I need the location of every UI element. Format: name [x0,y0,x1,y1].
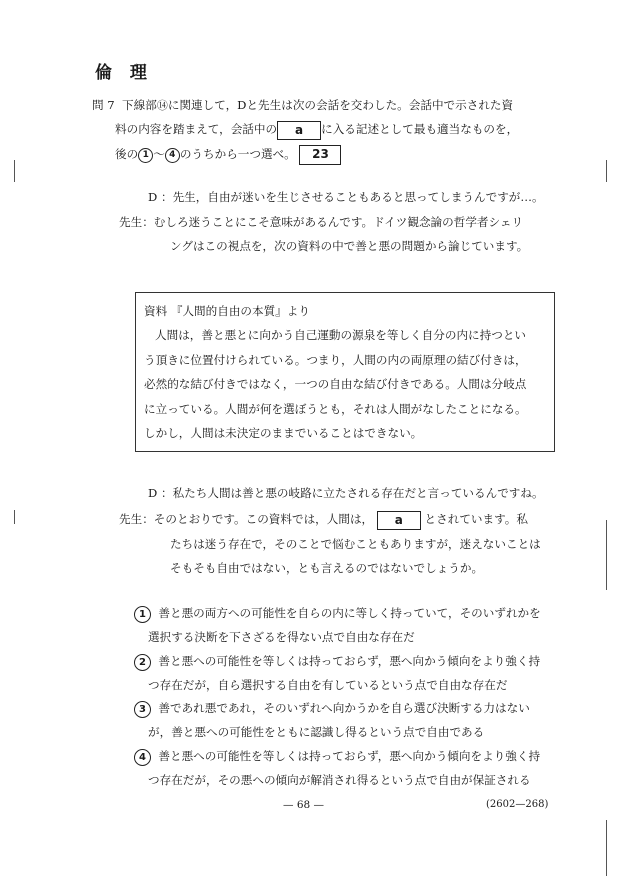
option-number-circle: 1 [134,606,151,623]
speaker-d: D [148,486,158,500]
dialogue2-teacher-cont: たちは迷う存在で，そのことで悩むこともありますが，迷えないことは [170,537,541,551]
dialogue2-teacher-cont: そもそも自由ではない，とも言えるのではないでしょうか。 [170,561,484,575]
blank-a-box: a [377,511,421,530]
option-number-circle: 3 [134,701,151,718]
speaker-d: D [148,190,158,204]
dialogue1-d: D ：先生，自由が迷いを生じさせることもあると思ってしまうんですが…。 [148,190,544,204]
range-start-circle: 1 [138,148,153,163]
option-3-cont: が，善と悪への可能性をともに認識し得るという点で自由である [148,725,485,739]
page-number: — 68 — [283,799,325,811]
dialogue2-teacher: 先生：そのとおりです。この資料では，人間は， a とされています。私 [119,510,528,530]
resource-line: しかし，人間は未決定のままでいることはできない。 [144,426,423,440]
resource-line: 人間は，善と悪とに向かう自己運動の源泉を等しく自分の内に持つとい [155,328,527,342]
speaker-teacher: 先生 [119,512,143,526]
range-end-circle: 4 [165,148,180,163]
resource-line: に立っている。人間が何を選ぼうとも，それは人間がなしたことになる。 [144,402,527,416]
option-number-circle: 2 [134,654,151,671]
question-line-2: 料の内容を踏まえて，会話中の a に入る記述として最も適当なものを， [115,120,518,140]
question-number: 問 7 [92,98,115,112]
dialogue2-d: D ：私たち人間は善と悪の岐路に立たされる存在だと言っているんですね。 [148,486,544,500]
answer-number-box: 23 [299,145,341,165]
option-1: 1 善と悪の両方への可能性を自らの内に等しく持っていて，そのいずれかを [134,604,541,623]
option-3: 3 善であれ悪であれ，そのいずれへ向かうかを自ら選び決断する力はない [134,699,530,718]
exam-code: (2602—268) [486,799,549,810]
option-number-circle: 4 [134,749,151,766]
margin-rule [606,520,607,590]
margin-rule [14,160,15,182]
option-1-cont: 選択する決断を下さざるを得ない点で自由な存在だ [148,630,415,644]
option-2-cont: つ存在だが，自ら選択する自由を有しているという点で自由な存在だ [148,678,508,692]
question-line-3: 後の 1 〜 4 のうちから一つ選べ。 23 [115,145,341,165]
resource-title: 資料 『人間的自由の本質』より [144,304,310,318]
subject-heading: 倫 理 [95,63,153,83]
option-4-cont: つ存在だが，その悪への傾向が解消され得るという点で自由が保証される [148,773,531,787]
underline-mark: ⑭ [156,99,168,112]
speaker-teacher: 先生 [119,215,143,229]
question-line-1: 問 7 下線部⑭に関連して，Dと先生は次の会話を交わした。会話中で示された資 [92,98,514,112]
resource-line: 必然的な結び付きではなく，一つの自由な結び付きである。人間は分岐点 [144,377,527,391]
resource-line: う頂きに位置付けられている。つまり，人間の内の両原理の結び付きは， [144,353,527,367]
dialogue1-teacher-cont: ングはこの視点を，次の資料の中で善と悪の問題から論じています。 [170,239,529,253]
margin-rule [606,820,607,876]
dialogue1-teacher: 先生：むしろ迷うことにこそ意味があるんです。ドイツ観念論の哲学者シェリ [119,215,524,229]
margin-rule [606,160,607,182]
margin-rule [14,510,15,524]
option-2: 2 善と悪への可能性を等しくは持っておらず，悪へ向かう傾向をより強く持 [134,652,540,671]
option-4: 4 善と悪への可能性を等しくは持っておらず，悪へ向かう傾向をより強く持 [134,747,540,766]
blank-a-box: a [277,121,321,140]
